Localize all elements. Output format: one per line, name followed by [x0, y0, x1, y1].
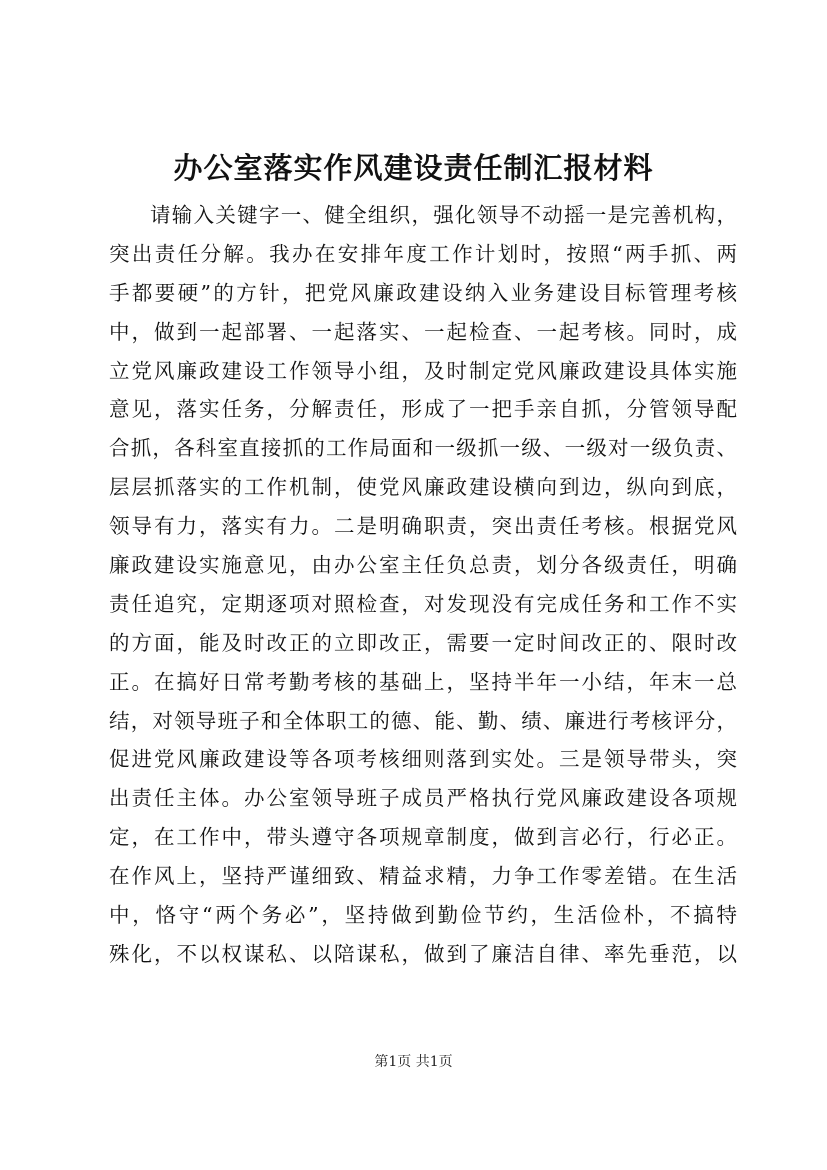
body-line: 廉政建设实施意见，由办公室主任负总责，划分各级责任，明确 — [109, 553, 737, 578]
body-line: 正。在搞好日常考勤考核的基础上，坚持半年一小结，年末一总 — [109, 669, 737, 694]
body-line: 促进党风廉政建设等各项考核细则落到实处。三是领导带头，突 — [109, 747, 737, 772]
body-line: 的方面，能及时改正的立即改正，需要一定时间改正的、限时改 — [109, 630, 737, 655]
body-line: 殊化，不以权谋私、以陪谋私，做到了廉洁自律、率先垂范，以 — [109, 941, 737, 966]
body-line: 中，做到一起部署、一起落实、一起检查、一起考核。同时，成 — [109, 319, 737, 344]
body-line: 中，恪守“两个务必”，坚持做到勤俭节约，生活俭朴，不搞特 — [109, 903, 737, 928]
document-body — [109, 196, 737, 974]
document-title: 办公室落实作风建设责任制汇报材料 — [173, 151, 654, 185]
body-line: 突出责任分解。我办在安排年度工作计划时，按照“两手抓、两 — [109, 241, 737, 266]
body-line: 定，在工作中，带头遵守各项规章制度，做到言必行，行必正。 — [109, 825, 737, 850]
body-line: 手都要硬”的方针，把党风廉政建设纳入业务建设目标管理考核 — [109, 280, 737, 305]
body-line: 出责任主体。办公室领导班子成员严格执行党风廉政建设各项规 — [109, 786, 737, 811]
body-line: 在作风上，坚持严谨细致、精益求精，力争工作零差错。在生活 — [109, 864, 737, 889]
body-line: 层层抓落实的工作机制，使党风廉政建设横向到边，纵向到底， — [109, 475, 737, 500]
body-line: 责任追究，定期逐项对照检查，对发现没有完成任务和工作不实 — [109, 591, 737, 616]
body-line: 结，对领导班子和全体职工的德、能、勤、绩、廉进行考核评分， — [109, 708, 737, 733]
body-line: 立党风廉政建设工作领导小组，及时制定党风廉政建设具体实施 — [109, 358, 737, 383]
page-number-footer: 第1页 共1页 — [374, 1054, 453, 1070]
body-line: 请输入关键字一、健全组织，强化领导不动摇一是完善机构， — [150, 203, 737, 227]
body-line: 合抓，各科室直接抓的工作局面和一级抓一级、一级对一级负责、 — [109, 436, 737, 461]
body-line: 意见，落实任务，分解责任，形成了一把手亲自抓，分管领导配 — [109, 397, 737, 422]
body-line: 领导有力，落实有力。二是明确职责，突出责任考核。根据党风 — [109, 514, 737, 539]
